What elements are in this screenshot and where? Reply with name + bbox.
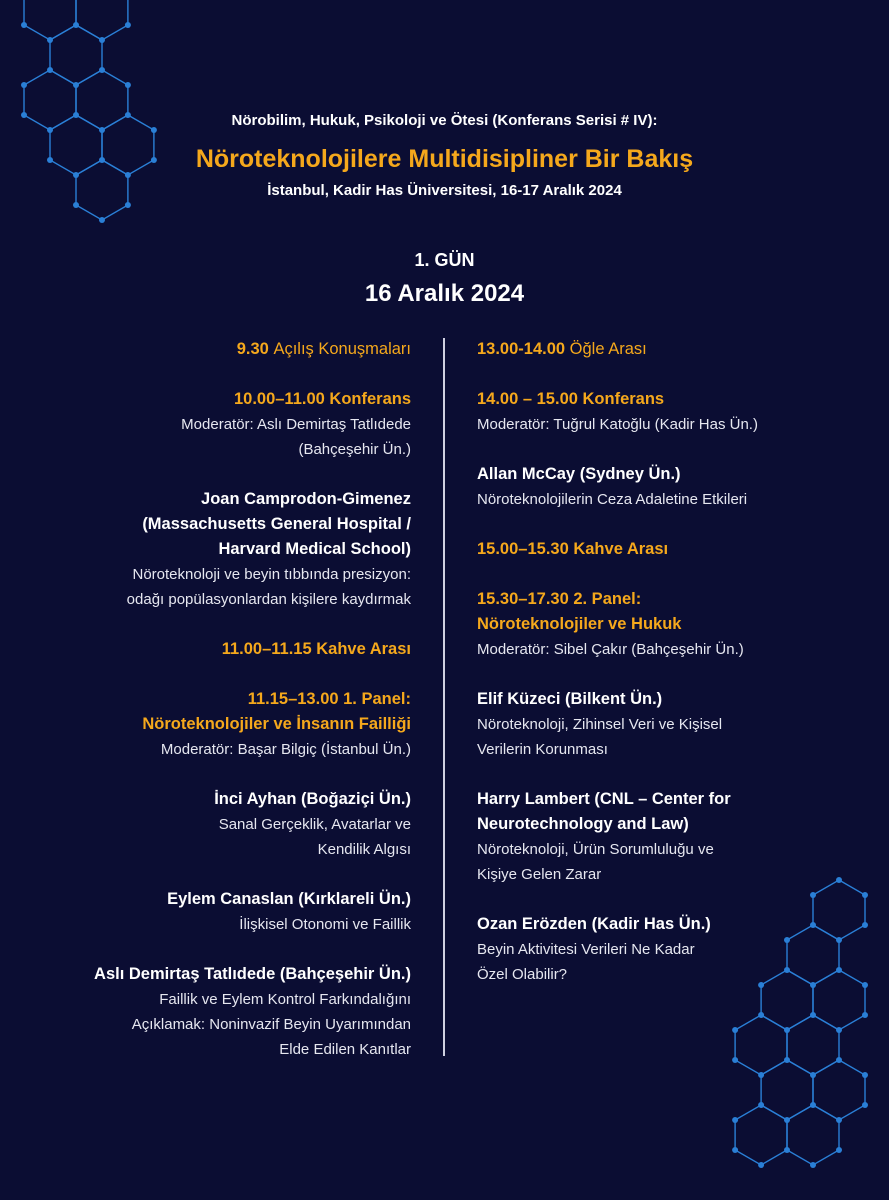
talk-title: Açıklamak: Noninvazif Beyin Uyarımından	[131, 1016, 411, 1033]
speaker-mccay	[477, 462, 847, 512]
speaker-name: Allan McCay (Sydney Ün.)	[477, 465, 681, 483]
hexagon-node	[21, 82, 27, 88]
hexagon-node	[125, 82, 131, 88]
hexagon-cell	[813, 1060, 865, 1120]
day-label: 1. GÜN	[414, 250, 475, 270]
lunch-break	[477, 337, 847, 362]
talk-title: odağı popülasyonlardan kişilere kaydırmak	[126, 591, 411, 608]
panel-2-moderator: Moderatör: Sibel Çakır (Bahçeşehir Ün.)	[477, 641, 744, 658]
hexagon-cell	[50, 25, 102, 85]
talk-title: Elde Edilen Kanıtlar	[279, 1041, 411, 1058]
hexagon-node	[125, 22, 131, 28]
opening-session	[51, 337, 411, 362]
lunch-time: 13.00-14.00	[477, 340, 566, 358]
speaker-name: İnci Ayhan (Boğaziçi Ün.)	[214, 790, 411, 808]
speaker-tatlidede	[51, 962, 411, 1062]
speaker-name: Ozan Erözden (Kadir Has Ün.)	[477, 915, 711, 933]
column-divider	[443, 338, 445, 1056]
speaker-camprodon	[51, 487, 411, 612]
hexagon-cell	[735, 1015, 787, 1075]
speaker-name: Aslı Demirtaş Tatlıdede (Bahçeşehir Ün.)	[94, 965, 411, 983]
talk-title: Özel Olabilir?	[477, 966, 568, 983]
talk-title: İlişkisel Otonomi ve Faillik	[239, 916, 411, 933]
speaker-ayhan	[51, 787, 411, 862]
schedule-right-column	[477, 337, 847, 1012]
coffee-break-1	[51, 637, 411, 662]
coffee-break-title: 11.00–11.15 Kahve Arası	[221, 640, 411, 658]
hexagon-cell	[24, 0, 76, 40]
talk-title: Kişiye Gelen Zarar	[477, 866, 602, 883]
hexagon-node	[125, 202, 131, 208]
hexagon-cell	[76, 0, 128, 40]
conference-title: Nöroteknolojilere Multidisipliner Bir Bakış	[195, 145, 694, 173]
hexagon-node	[732, 1147, 738, 1153]
hexagon-node	[862, 1012, 868, 1018]
hexagon-node	[862, 982, 868, 988]
conference-2-moderator: Moderatör: Tuğrul Katoğlu (Kadir Has Ün.)	[477, 416, 758, 433]
talk-title: Beyin Aktivitesi Verileri Ne Kadar	[477, 941, 695, 958]
speaker-affiliation: Neurotechnology and Law)	[477, 815, 689, 833]
hexagon-node	[21, 22, 27, 28]
hexagon-node	[99, 217, 105, 223]
talk-title: Sanal Gerçeklik, Avatarlar ve	[218, 816, 411, 833]
hexagon-cell	[735, 1105, 787, 1165]
conference-1	[51, 387, 411, 462]
conference-series: Nörobilim, Hukuk, Psikoloji ve Ötesi (Konferans Serisi # IV):	[231, 112, 658, 129]
talk-title: Verilerin Korunması	[477, 741, 608, 758]
panel-2-subtitle: Nöroteknolojiler ve Hukuk	[477, 615, 682, 633]
panel-1-moderator: Moderatör: Başar Bilgiç (İstanbul Ün.)	[160, 741, 411, 758]
hexagon-node	[862, 1072, 868, 1078]
speaker-name: Elif Küzeci (Bilkent Ün.)	[477, 690, 663, 708]
speaker-affiliation: (Massachusetts General Hospital /	[142, 515, 411, 533]
conference-2-title: 14.00 – 15.00 Konferans	[477, 390, 665, 408]
hexagon-node	[732, 1057, 738, 1063]
panel-1-subtitle: Nöroteknolojiler ve İnsanın Failliği	[142, 715, 411, 733]
speaker-affiliation: Harvard Medical School)	[218, 540, 411, 558]
conference-1-title: 10.00–11.00 Konferans	[233, 390, 411, 408]
talk-title: Nöroteknoloji ve beyin tıbbında presizyon:	[132, 566, 411, 583]
conference-1-moderator: Moderatör: Aslı Demirtaş Tatlıdede	[181, 416, 411, 433]
coffee-break-title: 15.00–15.30 Kahve Arası	[477, 540, 669, 558]
hexagon-cell	[787, 1015, 839, 1075]
speaker-name: Joan Camprodon-Gimenez	[201, 490, 411, 508]
panel-2-title: 15.30–17.30 2. Panel:	[477, 590, 642, 608]
conference-2	[477, 387, 847, 437]
conference-1-moderator-inst: (Bahçeşehir Ün.)	[298, 441, 411, 458]
talk-title: Nöroteknolojilerin Ceza Adaletine Etkileri	[477, 491, 748, 508]
lunch-name: Öğle Arası	[569, 340, 647, 358]
hexagon-node	[862, 892, 868, 898]
opening-time: 9.30	[236, 340, 269, 358]
hexagon-node	[758, 1162, 764, 1168]
talk-title: Nöroteknoloji, Ürün Sorumluluğu ve	[477, 841, 714, 858]
talk-title: Faillik ve Eylem Kontrol Farkındalığını	[159, 991, 411, 1008]
panel-1	[51, 687, 411, 762]
hexagon-cell	[761, 1060, 813, 1120]
opening-name: Açılış Konuşmaları	[273, 340, 411, 358]
hexagon-network-top-left	[0, 0, 230, 280]
conference-venue: İstanbul, Kadir Has Üniversitesi, 16-17 Aralık 2024	[267, 182, 622, 199]
opening-title	[51, 337, 411, 362]
speaker-erozden	[477, 912, 847, 987]
talk-title: Nöroteknoloji, Zihinsel Veri ve Kişisel	[477, 716, 723, 733]
speaker-kuzeci	[477, 687, 847, 762]
panel-2	[477, 587, 847, 662]
schedule-left-column	[51, 337, 411, 1087]
hexagon-node	[732, 1027, 738, 1033]
speaker-lambert	[477, 787, 847, 887]
hexagon-node	[862, 922, 868, 928]
hexagon-node	[732, 1117, 738, 1123]
talk-title: Kendilik Algısı	[317, 841, 411, 858]
hexagon-node	[836, 1147, 842, 1153]
hexagon-node	[862, 1102, 868, 1108]
hexagon-cell	[787, 1105, 839, 1165]
speaker-canaslan	[51, 887, 411, 937]
hexagon-node	[73, 202, 79, 208]
day-date: 16 Aralık 2024	[364, 280, 525, 307]
coffee-break-2	[477, 537, 847, 562]
lunch-title	[477, 337, 847, 362]
panel-1-title: 11.15–13.00 1. Panel:	[247, 690, 411, 708]
speaker-name: Eylem Canaslan (Kırklareli Ün.)	[167, 890, 411, 908]
speaker-name: Harry Lambert (CNL – Center for	[477, 790, 731, 808]
hexagon-node	[810, 1162, 816, 1168]
